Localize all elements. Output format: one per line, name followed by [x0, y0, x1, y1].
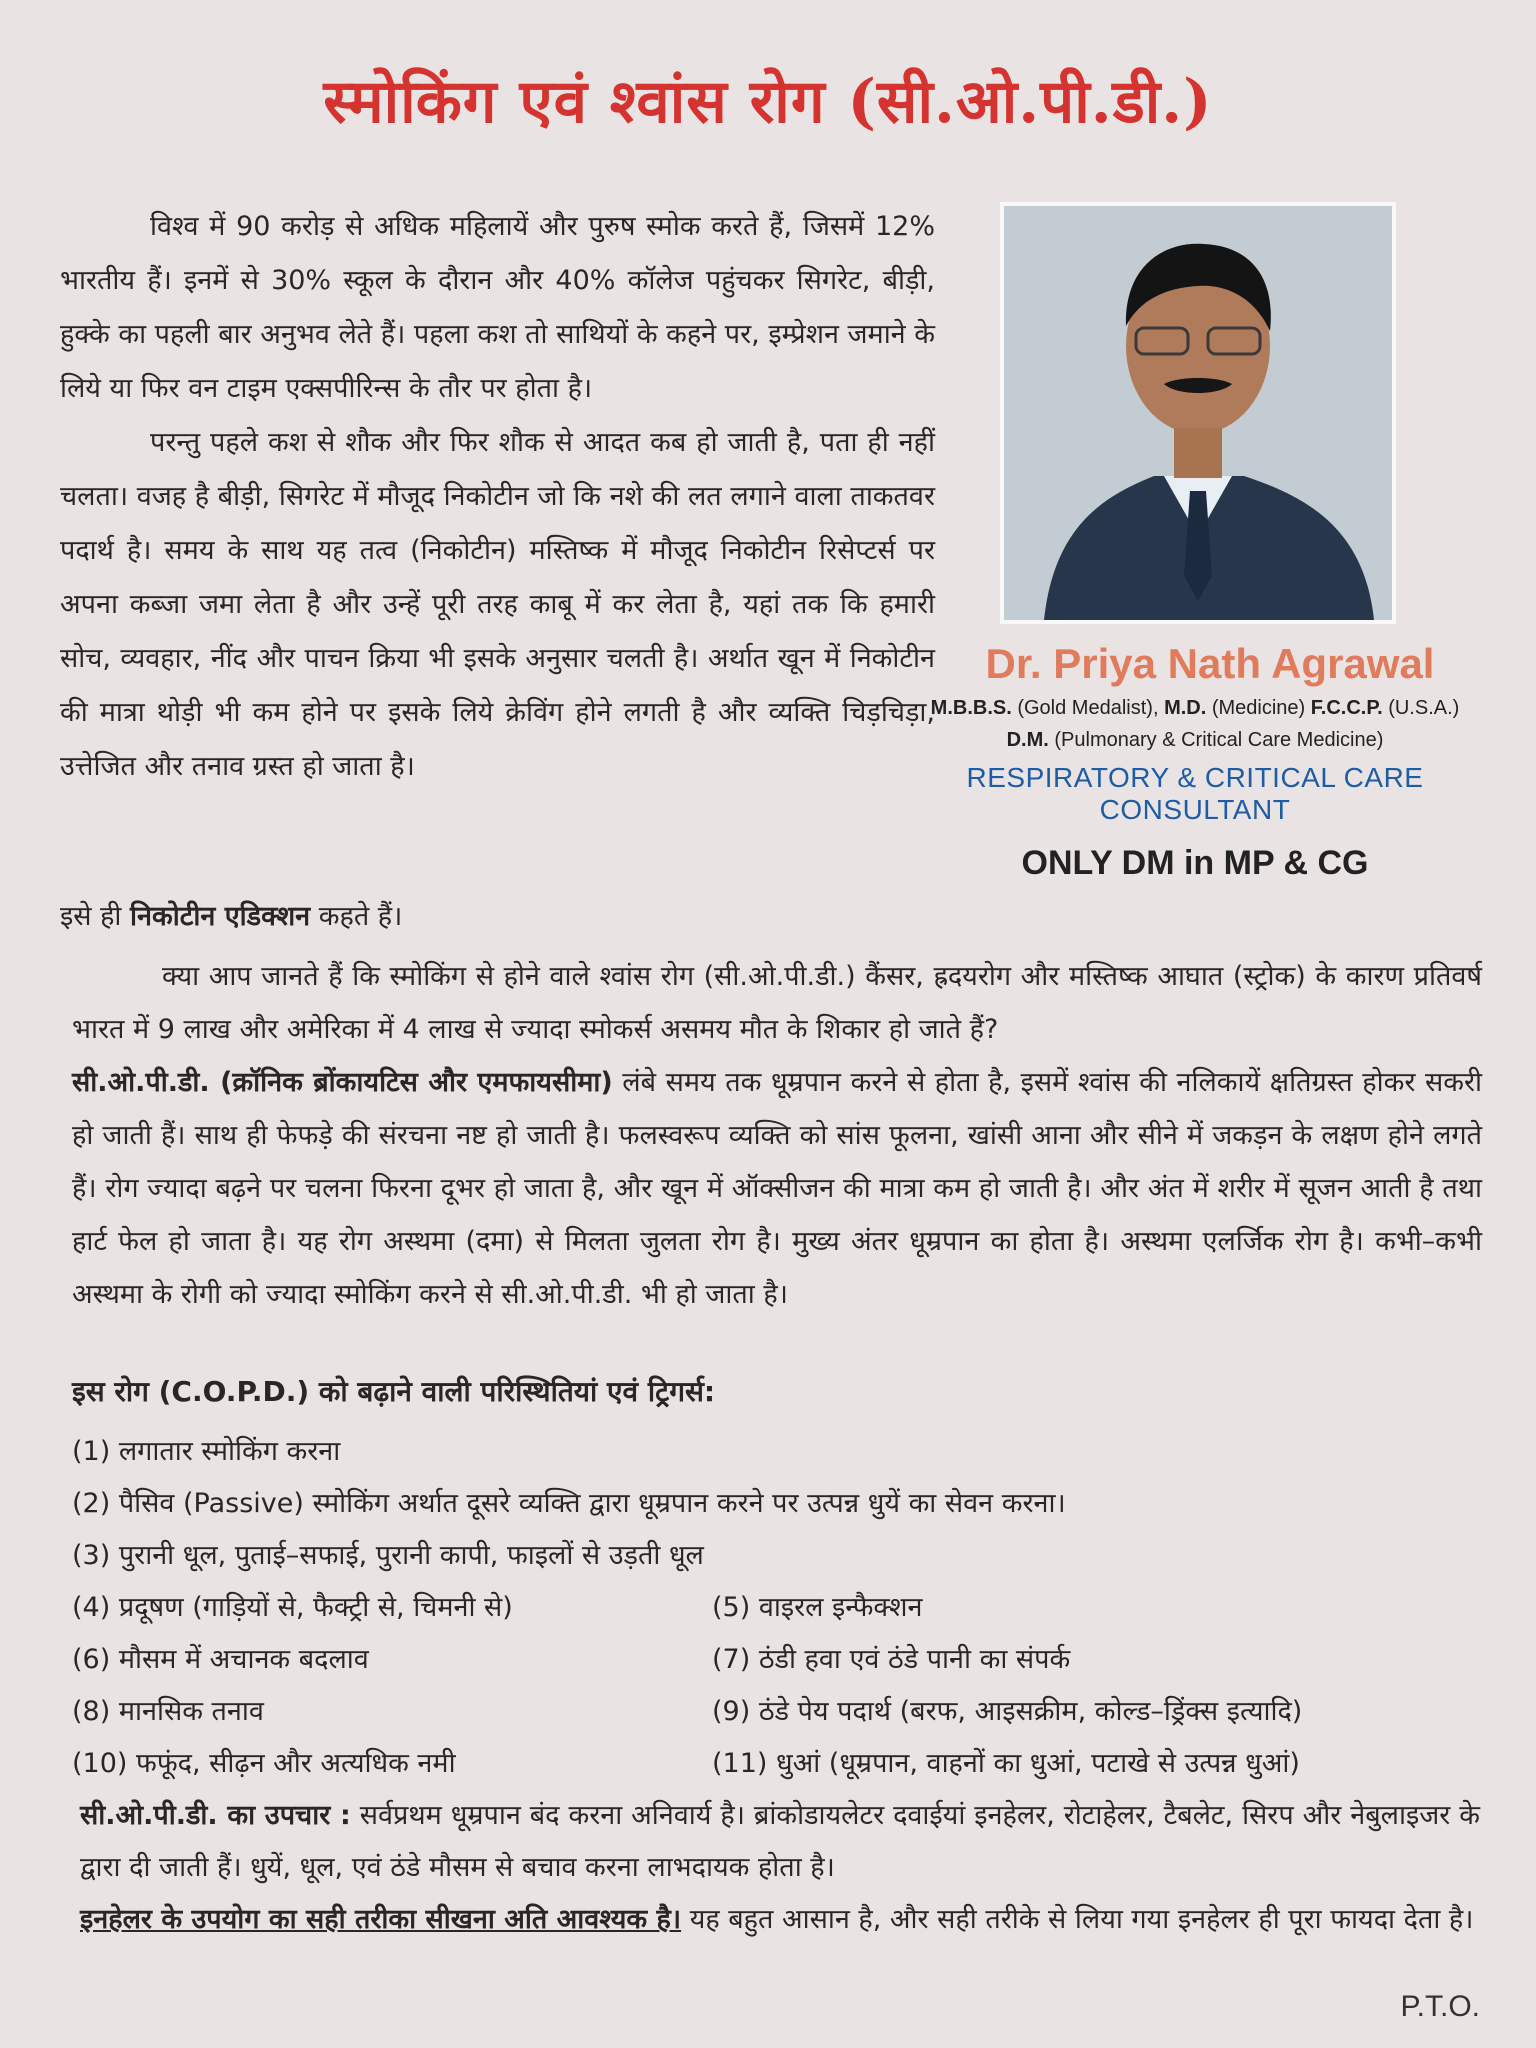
- doctor-photo: [1000, 202, 1396, 624]
- inhaler-underline: इनहेलर के उपयोग का सही तरीका सीखना अति आवश्यक है।: [80, 1904, 682, 1935]
- triggers-heading: इस रोग (C.O.P.D.) को बढ़ाने वाली परिस्थितियां एवं ट्रिगर्स:: [72, 1375, 716, 1408]
- copd-description-text: लंबे समय तक धूम्रपान करने से होता है, इसमें श्वांस की नलिकायें क्षतिग्रस्त होकर सकरी हो जाती हैं। साथ ही फेफड़े की संरचना नष्ट हो जाती है। फलस्वरूप व्यक्ति को सांस फूलना, खांसी आना और सीने में जकड़न के लक्षण होने लगते हैं। रोग ज्यादा बढ़ने पर चलना फिरना दूभर हो जाता है, और खून में ऑक्सीजन की मात्रा कम हो जाती है। और अंत में शरीर में सूजन आती है तथा हार्ट फेल हो जाता है। यह रोग अस्थमा (दमा) से मिलता जुलता रोग है। मुख्य अंतर धूम्रपान का होता है। अस्थमा एलर्जिक रोग है। कभी–कभी अस्थमा के रोगी को ज्यादा स्मोकिंग करने से सी.ओ.पी.डी. भी हो जाता है।: [72, 1067, 1482, 1310]
- degree-fccp-note: (U.S.A.): [1388, 697, 1460, 719]
- degree-dm-note: (Pulmonary & Critical Care Medicine): [1054, 729, 1384, 751]
- tagline: ONLY DM in MP & CG: [1021, 844, 1369, 882]
- intro-section: [60, 200, 935, 794]
- degree-md: M.D.: [1164, 697, 1207, 719]
- trigger-item-1: (1) लगातार स्मोकिंग करना: [72, 1436, 341, 1467]
- treatment-paragraph: [80, 1790, 1480, 1894]
- trigger-item-2: (2) पैसिव (Passive) स्मोकिंग अर्थात दूसरे व्यक्ति द्वारा धूम्रपान करने पर उत्पन्न धुयें का सेवन करना।: [72, 1488, 1066, 1519]
- triggers-list: [72, 1426, 1492, 1790]
- addiction-suffix: कहते हैं।: [318, 901, 403, 932]
- inhaler-paragraph: [80, 1894, 1480, 1946]
- intro-paragraph-2: परन्तु पहले कश से शौक और फिर शौक से आदत कब हो जाती है, पता ही नहीं चलता। वजह है बीड़ी, सिगरेट में मौजूद निकोटीन जो कि नशे की लत लगाने वाला ताकतवर पदार्थ है। समय के साथ यह तत्व (निकोटीन) मस्तिष्क में मौजूद निकोटीन रिसेप्टर्स पर अपना कब्जा जमा लेता है और उन्हें पूरी तरह काबू में कर लेता है, यहां तक कि हमारी सोच, व्यवहार, नींद और पाचन क्रिया भी इसके अनुसार चलती है। अर्थात खून में निकोटीन की मात्रा थोड़ी भी कम होने पर इसके लिये क्रेविंग होने लगती है और व्यक्ति चिड़चिड़ा, उत्तेजित और तनाव ग्रस्त हो जाता है।: [60, 427, 935, 782]
- copd-question-paragraph: क्या आप जानते हैं कि स्मोकिंग से होने वाले श्वांस रोग (सी.ओ.पी.डी.) कैंसर, ह्रदयरोग और मस्तिष्क आघात (स्ट्रोक) के कारण प्रतिवर्ष भारत में 9 लाख और अमेरिका में 4 लाख से ज्यादा स्मोकर्स असमय मौत के शिकार हो जाते हैं?: [72, 961, 1482, 1045]
- inhaler-tail: यह बहुत आसान है, और सही तरीके से लिया गया इनहेलर ही पूरा फायदा देता है।: [689, 1904, 1474, 1935]
- degree-mbbs: M.B.B.S.: [930, 697, 1012, 719]
- treatment-label: सी.ओ.पी.डी. का उपचार :: [80, 1800, 351, 1831]
- trigger-item-8: (8) मानसिक तनाव: [72, 1696, 264, 1727]
- doctor-portrait-image: [1004, 206, 1392, 620]
- addiction-prefix: इसे ही: [60, 901, 122, 932]
- trigger-item-5: (5) वाइरल इन्फैक्शन: [712, 1592, 923, 1623]
- addiction-term: निकोटीन एडिक्शन: [130, 901, 311, 932]
- copd-definition-term: सी.ओ.पी.डी. (क्रॉनिक ब्रोंकायटिस और एमफायसीमा): [72, 1067, 613, 1098]
- copd-description-paragraph: [72, 1056, 1482, 1321]
- page-title: स्मोकिंग एवं श्वांस रोग (सी.ओ.पी.डी.): [323, 67, 1213, 137]
- doctor-qualifications: [905, 692, 1485, 756]
- copd-section: [72, 950, 1482, 1321]
- doctor-info: [905, 640, 1485, 883]
- degree-mbbs-note: (Gold Medalist),: [1017, 697, 1159, 719]
- consultant-title: RESPIRATORY & CRITICAL CARE CONSULTANT: [966, 762, 1424, 825]
- trigger-item-10: (10) फफूंद, सीढ़न और अत्यधिक नमी: [72, 1748, 456, 1779]
- intro-paragraph-1: विश्व में 90 करोड़ से अधिक महिलायें और पुरुष स्मोक करते हैं, जिसमें 12% भारतीय हैं। इनमें से 30% स्कूल के दौरान और 40% कॉलेज पहुंचकर सिगरेट, बीड़ी, हुक्के का पहली बार अनुभव लेते हैं। पहला कश तो साथियों के कहने पर, इम्प्रेशन जमाने के लिये या फिर वन टाइम एक्सपीरिन्स के तौर पर होता है।: [60, 211, 935, 404]
- treatment-text: सर्वप्रथम धूम्रपान बंद करना अनिवार्य है। ब्रांकोडायलेटर दवाईयां इनहेलर, रोटाहेलर, टैबलेट, सिरप और नेबुलाइजर के द्वारा दी जाती हैं। धुयें, धूल, एवं ठंडे मौसम से बचाव करना लाभदायक होता है।: [80, 1800, 1480, 1883]
- pto-label: P.T.O.: [1400, 1990, 1480, 2023]
- trigger-item-6: (6) मौसम में अचानक बदलाव: [72, 1644, 369, 1675]
- trigger-item-9: (9) ठंडे पेय पदार्थ (बरफ, आइसक्रीम, कोल्ड–ड्रिंक्स इत्यादि): [712, 1696, 1303, 1727]
- trigger-item-3: (3) पुरानी धूल, पुताई–सफाई, पुरानी कापी, फाइलों से उड़ती धूल: [72, 1540, 704, 1571]
- degree-dm: D.M.: [1006, 729, 1049, 751]
- doctor-name: Dr. Priya Nath Agrawal: [985, 640, 1435, 687]
- degree-fccp: F.C.C.P.: [1310, 697, 1383, 719]
- addiction-line: [60, 896, 402, 933]
- treatment-section: [80, 1790, 1480, 1946]
- trigger-item-4: (4) प्रदूषण (गाड़ियों से, फैक्ट्री से, चिमनी से): [72, 1592, 513, 1623]
- trigger-item-11: (11) धुआं (धूम्रपान, वाहनों का धुआं, पटाखे से उत्पन्न धुआं): [712, 1748, 1300, 1779]
- trigger-item-7: (7) ठंडी हवा एवं ठंडे पानी का संपर्क: [712, 1644, 1071, 1675]
- degree-md-note: (Medicine): [1211, 697, 1306, 719]
